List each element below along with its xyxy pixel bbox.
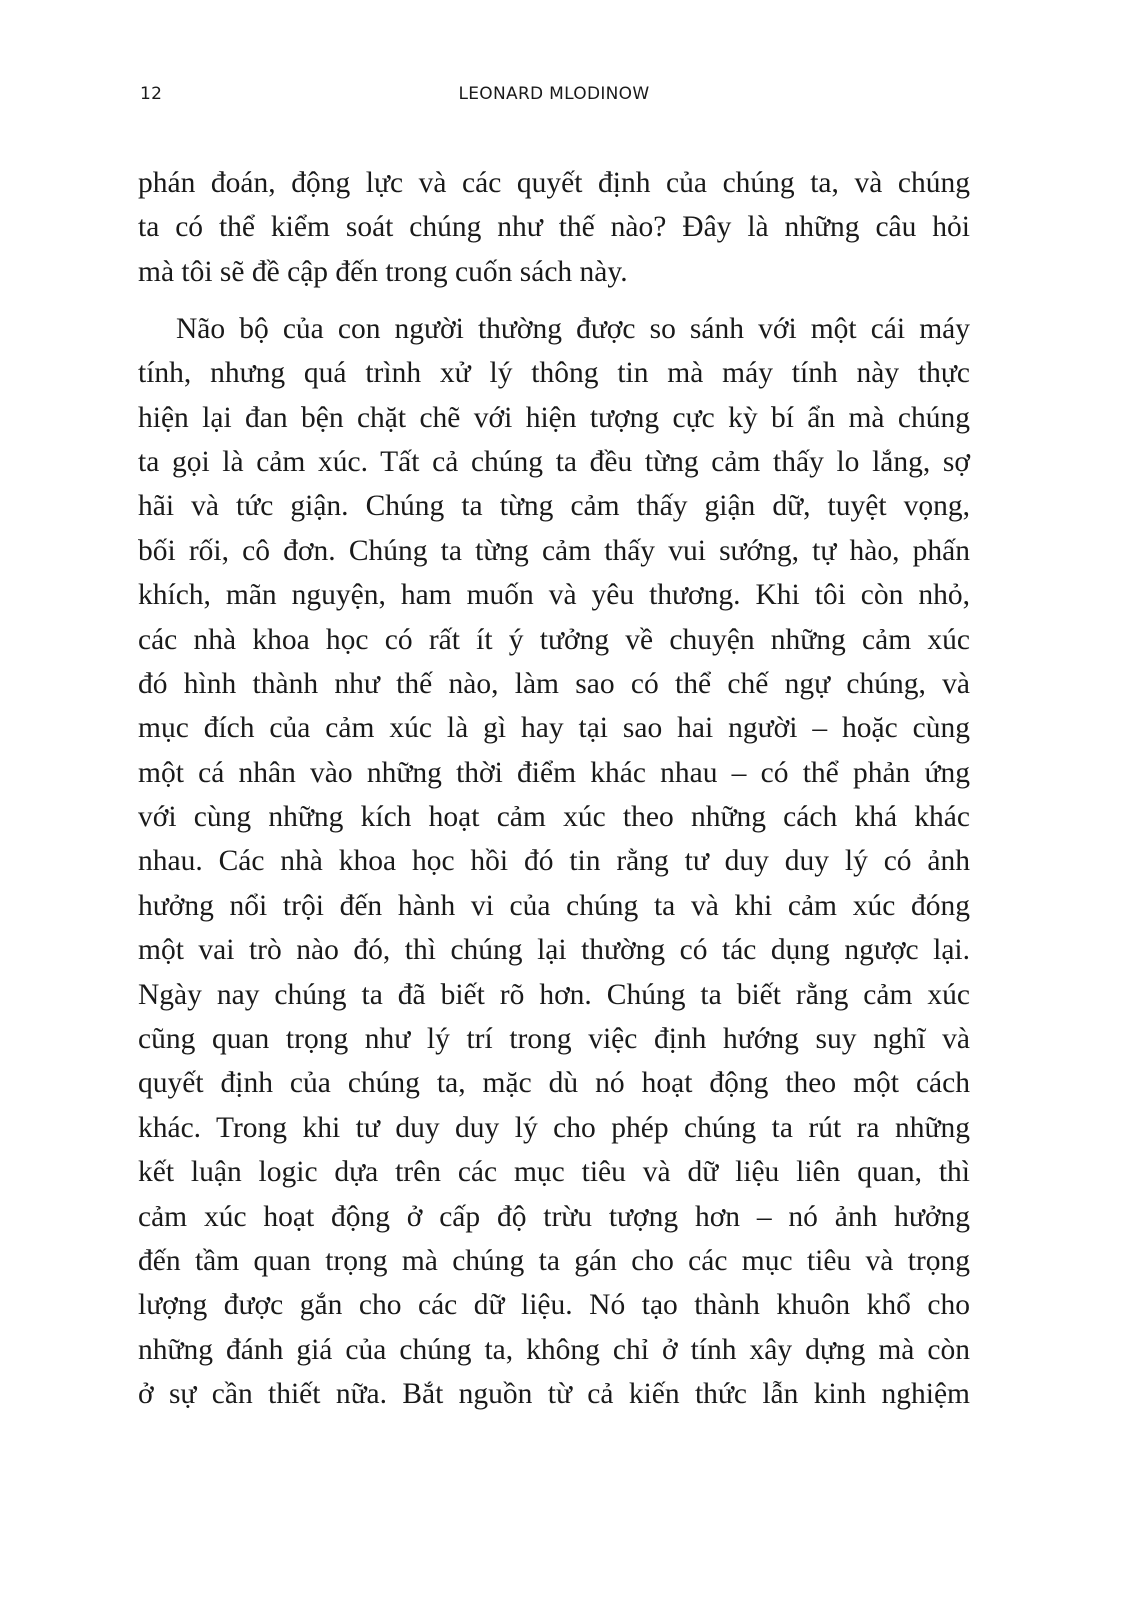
paragraph [138,307,970,1417]
text-line: các nhà khoa học có rất ít ý tưởng về chuyện những cảm xúc [138,623,970,656]
text-line: nhau. Các nhà khoa học hồi đó tin rằng tư duy duy lý có ảnh [138,845,970,878]
text-line: hưởng nổi trội đến hành vi của chúng ta và khi cảm xúc đóng [138,889,970,922]
page-header [138,84,970,110]
text-line: ở sự cần thiết nữa. Bắt nguồn từ cả kiến thức lẫn kinh nghiệm [138,1378,970,1411]
paragraph [138,161,970,294]
text-line: một cá nhân vào những thời điểm khác nhau – có thể phản ứng [138,756,970,789]
text-line: những đánh giá của chúng ta, không chỉ ở tính xây dựng mà còn [138,1333,970,1366]
text-line: đến tầm quan trọng mà chúng ta gán cho các mục tiêu và trọng [138,1244,970,1277]
body-text [138,161,970,1417]
text-line: một vai trò nào đó, thì chúng lại thường có tác dụng ngược lại. [138,934,970,967]
text-line: mục đích của cảm xúc là gì hay tại sao hai người – hoặc cùng [138,712,970,745]
running-head-author: LEONARD MLODINOW [458,84,650,104]
text-line: kết luận logic dựa trên các mục tiêu và dữ liệu liên quan, thì [138,1156,970,1189]
text-line: cũng quan trọng như lý trí trong việc định hướng suy nghĩ và [138,1023,970,1056]
text-line: Ngày nay chúng ta đã biết rõ hơn. Chúng ta biết rằng cảm xúc [138,978,970,1011]
text-line: tính, nhưng quá trình xử lý thông tin mà máy tính này thực [138,357,970,390]
text-line: ta có thể kiểm soát chúng như thế nào? Đây là những câu hỏi [138,211,970,244]
text-line: mà tôi sẽ đề cập đến trong cuốn sách này. [138,255,628,288]
text-line: hãi và tức giận. Chúng ta từng cảm thấy giận dữ, tuyệt vọng, [138,490,970,523]
text-line: với cùng những kích hoạt cảm xúc theo những cách khá khác [138,801,970,834]
text-line: cảm xúc hoạt động ở cấp độ trừu tượng hơn – nó ảnh hưởng [138,1200,970,1233]
text-line: ta gọi là cảm xúc. Tất cả chúng ta đều từng cảm thấy lo lắng, sợ [138,445,970,478]
text-line: quyết định của chúng ta, mặc dù nó hoạt động theo một cách [138,1067,970,1100]
text-line: bối rối, cô đơn. Chúng ta từng cảm thấy vui sướng, tự hào, phấn [138,534,970,567]
text-line: lượng được gắn cho các dữ liệu. Nó tạo thành khuôn khổ cho [138,1289,970,1322]
text-line: đó hình thành như thế nào, làm sao có thể chế ngự chúng, và [138,667,970,700]
text-line: hiện lại đan bện chặt chẽ với hiện tượng cực kỳ bí ẩn mà chúng [138,401,970,434]
text-line: khác. Trong khi tư duy duy lý cho phép chúng ta rút ra những [138,1111,970,1144]
page-number: 12 [140,84,163,104]
text-line: khích, mãn nguyện, ham muốn và yêu thương. Khi tôi còn nhỏ, [138,579,970,612]
text-line: Não bộ của con người thường được so sánh với một cái máy [176,312,970,345]
text-line: phán đoán, động lực và các quyết định của chúng ta, và chúng [138,167,970,199]
